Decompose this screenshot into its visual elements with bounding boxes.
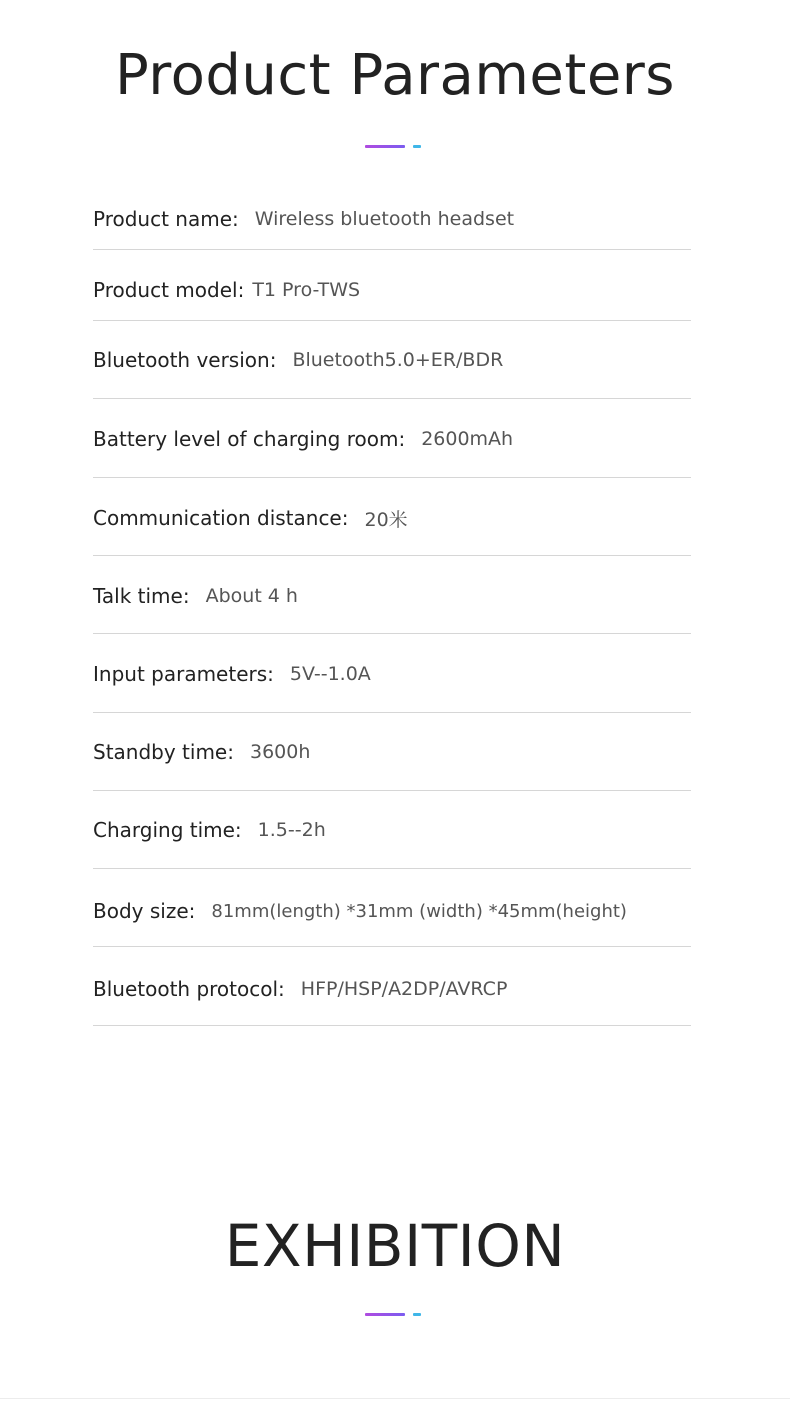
row-divider (93, 1025, 691, 1026)
row-divider (93, 555, 691, 556)
param-label: Product model: (93, 278, 245, 302)
param-row-bluetooth-version (93, 345, 691, 375)
row-divider (93, 249, 691, 250)
param-label: Input parameters: (93, 662, 274, 686)
param-value: T1 Pro-TWS (252, 279, 361, 301)
param-row-product-model (93, 275, 691, 305)
row-divider (93, 633, 691, 634)
accent-purple-bar (365, 1313, 405, 1316)
param-label: Communication distance: (93, 506, 349, 530)
param-row-charging-time (93, 815, 691, 845)
param-row-talk-time (93, 581, 691, 611)
row-divider (93, 946, 691, 947)
accent-blue-dot (413, 145, 421, 148)
param-value: 3600h (249, 741, 311, 763)
param-label: Body size: (93, 899, 196, 923)
accent-purple-bar (365, 145, 405, 148)
param-value: Wireless bluetooth headset (254, 208, 515, 230)
param-label: Standby time: (93, 740, 234, 764)
page-title: Product Parameters (115, 43, 675, 108)
param-label: Product name: (93, 207, 239, 231)
exhibition-title: EXHIBITION (224, 1212, 566, 1280)
param-value: 1.5--2h (257, 819, 326, 841)
bottom-edge-line (0, 1398, 790, 1399)
param-value: Bluetooth5.0+ER/BDR (292, 349, 504, 371)
param-label: Battery level of charging room: (93, 427, 406, 451)
param-row-input-parameters (93, 659, 691, 689)
param-value: HFP/HSP/A2DP/AVRCP (300, 978, 508, 1000)
accent-blue-dot (413, 1313, 421, 1316)
param-row-body-size (93, 896, 691, 926)
row-divider (93, 868, 691, 869)
param-row-standby-time (93, 737, 691, 767)
row-divider (93, 790, 691, 791)
row-divider (93, 320, 691, 321)
param-row-product-name (93, 204, 691, 234)
row-divider (93, 477, 691, 478)
param-value: 2600mAh (421, 428, 514, 450)
param-value: 81mm(length) *31mm (width) *45mm(height) (211, 900, 627, 922)
param-value: 5V--1.0A (289, 663, 371, 685)
param-label: Charging time: (93, 818, 242, 842)
param-row-bluetooth-protocol (93, 974, 691, 1004)
param-row-battery-level (93, 424, 691, 454)
row-divider (93, 398, 691, 399)
param-value: 20米 (364, 508, 408, 531)
param-label: Bluetooth version: (93, 348, 277, 372)
param-row-communication-distance (93, 503, 691, 533)
row-divider (93, 712, 691, 713)
param-label: Talk time: (93, 584, 190, 608)
param-label: Bluetooth protocol: (93, 977, 285, 1001)
param-value: About 4 h (205, 585, 298, 607)
